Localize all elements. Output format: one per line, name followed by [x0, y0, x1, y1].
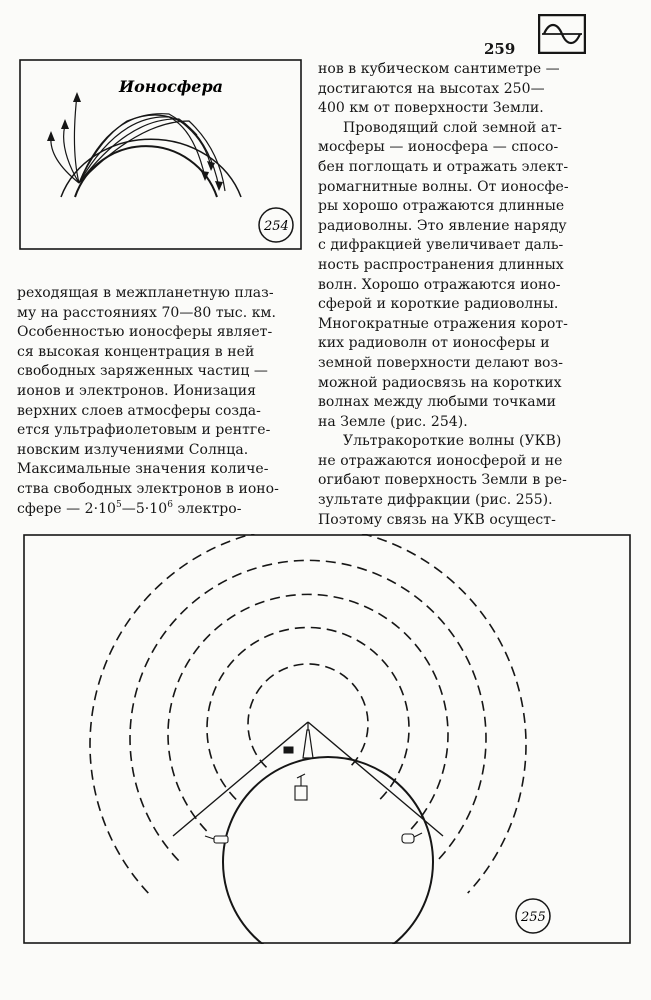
text-line: на Земле (рис. 254).: [318, 413, 468, 430]
text-line: реходящая в межпланетную плаз-: [17, 285, 274, 301]
text-line: не отражаются ионосферой и не: [318, 452, 563, 469]
text-line: 400 км от поверхности Земли.: [318, 100, 544, 117]
paragraph-1: [318, 60, 590, 119]
text-line: верхних слоев атмосферы созда-: [17, 402, 261, 419]
tangent-lines: [173, 722, 443, 836]
text-line: с дифракцией увеличивает даль-: [318, 237, 564, 254]
text-line: достигаются на высотах 250—: [318, 80, 545, 97]
text-line: можной радиосвязь на коротких: [318, 374, 562, 391]
sine-wave-icon: [538, 14, 586, 54]
text-line: новским излучениями Солнца.: [17, 441, 249, 458]
text-line: волнах между любыми точками: [318, 394, 557, 411]
text-line: нов в кубическом сантиметре —: [318, 61, 560, 77]
text-line: му на расстояниях 70—80 тыс. км.: [17, 304, 276, 321]
antenna-icon: [303, 722, 313, 758]
text-line: бен поглощать и отражать элект-: [318, 158, 569, 175]
formula-exponent-1: 5: [116, 499, 122, 510]
text-line: ких радиоволн от ионосферы и: [318, 335, 550, 352]
left-column: [17, 284, 293, 519]
text-line: Поэтому связь на УКВ осущест-: [318, 511, 556, 528]
figure-255-number: 255: [521, 910, 546, 925]
building-icon: [295, 774, 307, 800]
text-line: сферой и короткие радиоволны.: [318, 296, 559, 313]
text-line: ся высокая концентрация в ней: [17, 343, 255, 360]
figure-254-number: 254: [264, 219, 289, 234]
text-line: ность распространения длинных: [318, 256, 564, 273]
right-receiver-icon: [402, 833, 422, 843]
formula-suffix: электро-: [173, 500, 242, 517]
figure-254-caption: Ионосфера: [119, 77, 224, 96]
text-line: Максимальные значения количе-: [17, 461, 269, 478]
text-line: ромагнитные волны. От ионосфе-: [318, 178, 569, 195]
station-icon: [284, 747, 293, 753]
page-number: 259: [484, 40, 516, 58]
wavefronts: [90, 534, 526, 893]
paragraph-3: [318, 432, 590, 530]
right-column: [318, 60, 590, 530]
formula-middle: —5·10: [121, 500, 168, 517]
text-line: Особенностью ионосферы являет-: [17, 324, 273, 341]
text-line: зультате дифракции (рис. 255).: [318, 492, 553, 509]
left-receiver-icon: [205, 836, 228, 843]
earth-circle: [223, 757, 433, 944]
text-line: земной поверхности делают воз-: [318, 354, 563, 371]
text-line: Проводящий слой земной ат-: [343, 119, 562, 136]
figure-254: [19, 59, 302, 250]
text-line: свободных заряженных частиц —: [17, 363, 268, 380]
text-line: волн. Хорошо отражаются ионо-: [318, 276, 561, 293]
text-line-formula: [17, 500, 293, 520]
text-line: Многократные отражения корот-: [318, 315, 568, 332]
text-line: огибают поверхность Земли в ре-: [318, 472, 567, 489]
formula-prefix: сфере — 2·10: [17, 500, 117, 517]
formula-exponent-2: 6: [167, 499, 173, 510]
text-line: мосферы — ионосфера — спосо-: [318, 139, 559, 156]
paragraph-2: [318, 119, 590, 433]
text-line: ства свободных электронов в ионо-: [17, 480, 279, 497]
figure-255: [23, 534, 631, 944]
paragraph-left: [17, 284, 293, 519]
text-line: Ультракороткие волны (УКВ): [343, 433, 562, 450]
text-line: радиоволны. Это явление наряду: [318, 217, 567, 234]
text-line: ется ультрафиолетовым и рентге-: [17, 422, 271, 439]
text-line: ионов и электронов. Ионизация: [17, 382, 256, 399]
text-line: ры хорошо отражаются длинные: [318, 198, 565, 215]
figure-254-rays: [51, 95, 225, 191]
